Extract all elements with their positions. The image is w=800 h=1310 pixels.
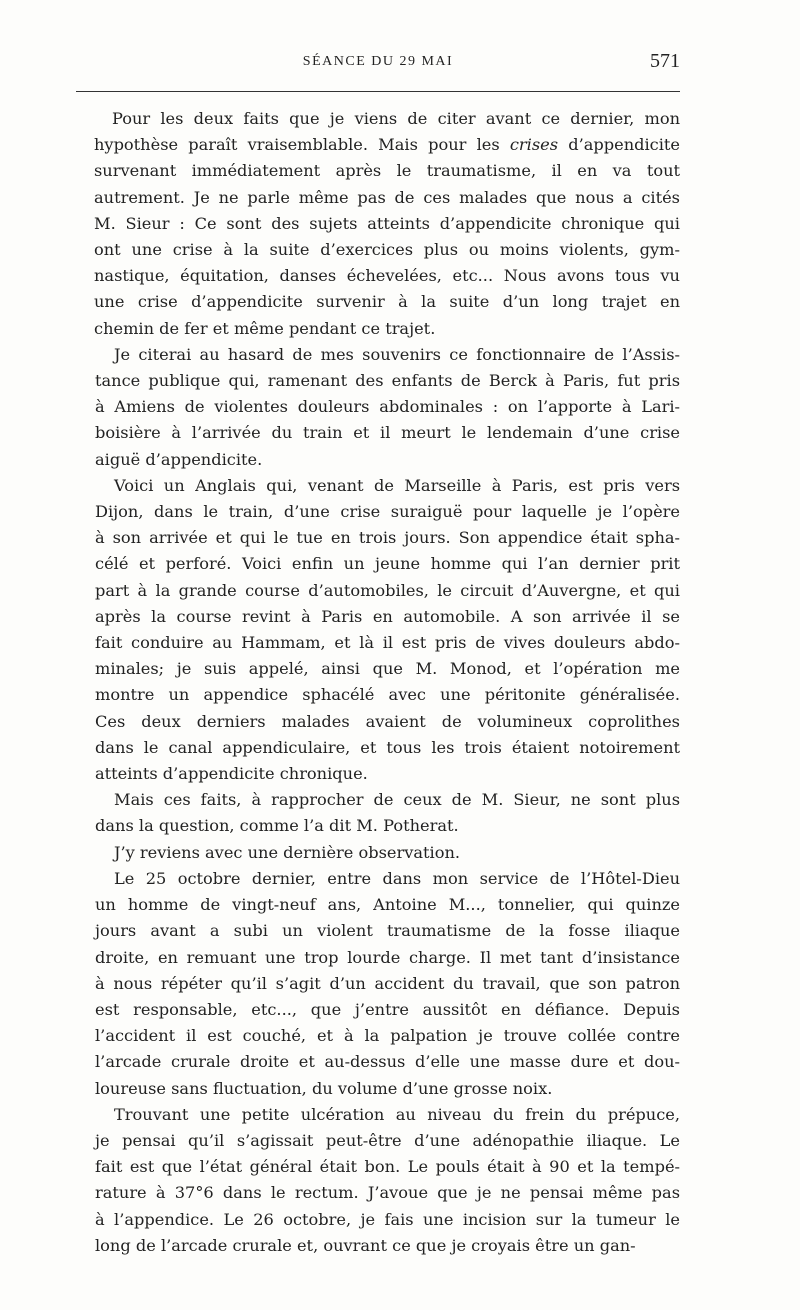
text-line: autrement. Je ne parle même pas de ces malades que nous a cités bbox=[94, 187, 680, 207]
text-line: célé et perforé. Voici enfin un jeune homme qui l’an dernier prit bbox=[95, 554, 680, 574]
text-line: Voici un Anglais qui, venant de Marseille à Paris, est pris vers bbox=[114, 475, 680, 495]
text-line: à l’appendice. Le 26 octobre, je fais une incision sur la tumeur le bbox=[95, 1209, 680, 1229]
text-line: à nous répéter qu’il s’agit d’un accident du travail, que son patron bbox=[95, 973, 680, 993]
paragraph bbox=[76, 106, 680, 342]
text-line: J’y reviens avec une dernière observation. bbox=[114, 842, 461, 862]
text-line: une crise d’appendicite survenir à la suite d’un long trajet en bbox=[94, 292, 680, 312]
text-line: part à la grande course d’automobiles, le circuit d’Auvergne, et qui bbox=[95, 580, 680, 600]
running-head bbox=[76, 50, 680, 74]
text-line: ont une crise à la suite d’exercices plus ou moins violents, gym- bbox=[94, 240, 680, 260]
paragraph bbox=[76, 866, 680, 1102]
text-line: Mais ces faits, à rapprocher de ceux de M. Sieur, ne sont plus bbox=[114, 790, 680, 810]
text-line: Ces deux derniers malades avaient de volumineux coprolithes bbox=[95, 711, 680, 731]
paragraph bbox=[76, 840, 680, 866]
text-line: aiguë d’appendicite. bbox=[95, 449, 263, 469]
text-line: tance publique qui, ramenant des enfants de Berck à Paris, fut pris bbox=[95, 371, 680, 391]
text-line: dans le canal appendiculaire, et tous les trois étaient notoirement bbox=[95, 737, 680, 757]
text-line: est responsable, etc..., que j’entre aussitôt en défiance. Depuis bbox=[95, 999, 680, 1019]
paragraph bbox=[76, 787, 680, 839]
text-line: chemin de fer et même pendant ce trajet. bbox=[94, 318, 436, 338]
text-line: un homme de vingt-neuf ans, Antoine M..., tonnelier, qui quinze bbox=[95, 895, 680, 915]
text-line: minales; je suis appelé, ainsi que M. Monod, et l’opération me bbox=[95, 659, 680, 679]
text-line: atteints d’appendicite chronique. bbox=[95, 764, 368, 784]
text-line: à son arrivée et qui le tue en trois jours. Son appendice était spha- bbox=[95, 528, 680, 548]
text-line: dans la question, comme l’a dit M. Potherat. bbox=[95, 816, 459, 836]
text-line: Trouvant une petite ulcération au niveau du frein du prépuce, bbox=[114, 1104, 680, 1124]
text-line: boisière à l’arrivée du train et il meurt le lendemain d’une crise bbox=[95, 423, 680, 443]
paragraph bbox=[76, 1102, 680, 1259]
text-line: Dijon, dans le train, d’une crise suraiguë pour laquelle je l’opère bbox=[95, 502, 680, 522]
text-line: après la course revint à Paris en automobile. A son arrivée il se bbox=[95, 606, 680, 626]
header-rule bbox=[76, 91, 680, 92]
paragraph bbox=[76, 342, 680, 473]
page-number: 571 bbox=[650, 50, 680, 72]
text-line: loureuse sans fluctuation, du volume d’une grosse noix. bbox=[95, 1078, 553, 1098]
text-line: Le 25 octobre dernier, entre dans mon service de l’Hôtel-Dieu bbox=[114, 868, 680, 888]
text-line: fait est que l’état général était bon. Le pouls était à 90 et la tempé- bbox=[95, 1157, 680, 1177]
text-line: l’arcade crurale droite et au-dessus d’elle une masse dure et dou- bbox=[95, 1052, 680, 1072]
text-line: je pensai qu’il s’agissait peut-être d’une adénopathie iliaque. Le bbox=[95, 1130, 680, 1150]
text-line: nastique, équitation, danses échevelées, etc... Nous avons tous vu bbox=[94, 266, 680, 286]
text-line: survenant immédiatement après le traumatisme, il en va tout bbox=[94, 161, 680, 181]
text-line: long de l’arcade crurale et, ouvrant ce que je croyais être un gan- bbox=[95, 1235, 636, 1255]
text-line: jours avant a subi un violent traumatisme de la fosse iliaque bbox=[95, 921, 680, 941]
running-title: SÉANCE DU 29 MAI bbox=[302, 54, 454, 69]
text-line: montre un appendice sphacélé avec une péritonite généralisée. bbox=[95, 685, 680, 705]
text-line: l’accident il est couché, et à la palpation je trouve collée contre bbox=[95, 1026, 680, 1046]
text-line: Pour les deux faits que je viens de citer avant ce dernier, mon bbox=[112, 109, 680, 128]
text-line: Je citerai au hasard de mes souvenirs ce fonctionnaire de l’Assis- bbox=[114, 344, 680, 364]
body-text bbox=[76, 106, 680, 1259]
text-line: droite, en remuant une trop lourde charge. Il met tant d’insistance bbox=[95, 947, 680, 967]
text-line: hypothèse paraît vraisemblable. Mais pour les crises d’appendicite bbox=[94, 135, 680, 155]
text-line: M. Sieur : Ce sont des sujets atteints d’appendicite chronique qui bbox=[94, 213, 680, 233]
text-line: rature à 37°6 dans le rectum. J’avoue que je ne pensai même pas bbox=[95, 1183, 680, 1203]
paragraph bbox=[76, 473, 680, 787]
text-line: à Amiens de violentes douleurs abdominales : on l’apporte à Lari- bbox=[95, 397, 680, 417]
text-line: fait conduire au Hammam, et là il est pris de vives douleurs abdo- bbox=[95, 633, 680, 653]
